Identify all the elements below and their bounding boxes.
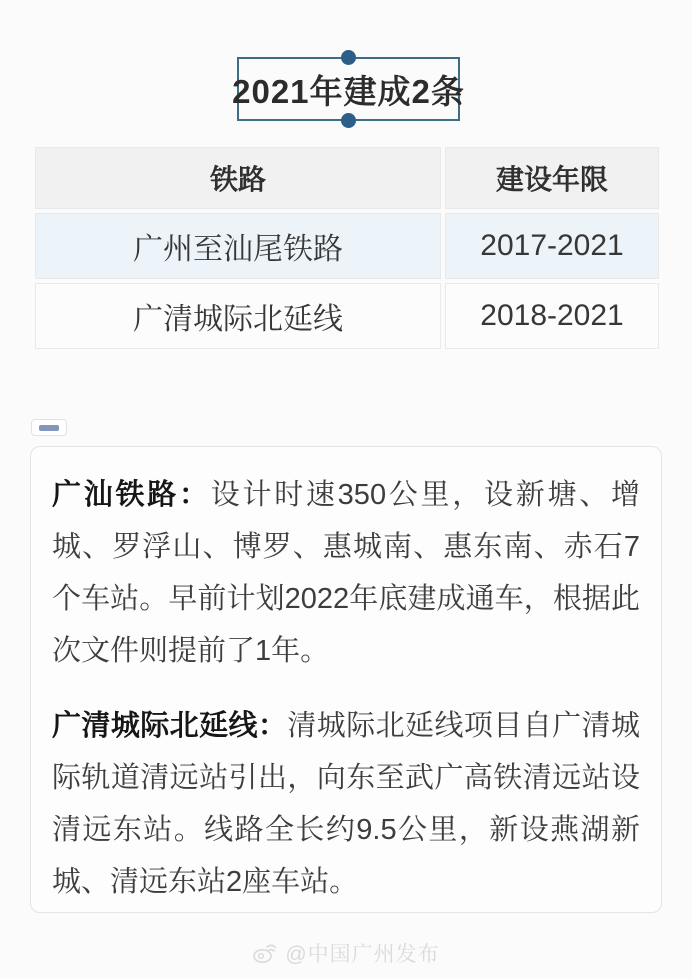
table-row [35,213,659,279]
note-card [30,446,662,913]
railway-table [35,147,659,349]
railway-name-cell: 广清城际北延线 [35,283,441,349]
railway-name-cell: 广州至汕尾铁路 [35,213,441,279]
note-paragraph-guangqing [52,700,640,908]
construction-years-cell: 2017-2021 [445,213,659,279]
note-body: 设计时速350公里，设新塘、增城、罗浮山、博罗、惠城南、惠东南、赤石7个车站。早前计划2022年底建成通车，根据此次文件则提前了1年。 [52,479,640,667]
minus-chip-icon [31,419,67,436]
table-header-years: 建设年限 [445,147,659,209]
note-paragraph-guangshan [52,469,640,677]
table-row [35,283,659,349]
connector-dot-top-icon [341,50,356,65]
watermark [0,938,692,968]
weibo-icon [252,942,278,964]
minus-dash [39,425,59,431]
table-header-railway: 铁路 [35,147,441,209]
note-title: 广清城际北延线： [52,710,288,742]
note-body: 清城际北延线项目自广清城际轨道清远站引出，向东至武广高铁清远站设清远东站。线路全长约9.5公里，新设燕湖新城、清远东站2座车站。 [52,710,640,898]
watermark-text: @中国广州发布 [285,943,440,966]
note-title: 广汕铁路： [52,479,211,511]
page-title: 2021年建成2条 [232,72,465,110]
construction-years-cell: 2018-2021 [445,283,659,349]
title-box [232,57,465,121]
connector-dot-bottom-icon [341,113,356,128]
table-header-row [35,147,659,209]
